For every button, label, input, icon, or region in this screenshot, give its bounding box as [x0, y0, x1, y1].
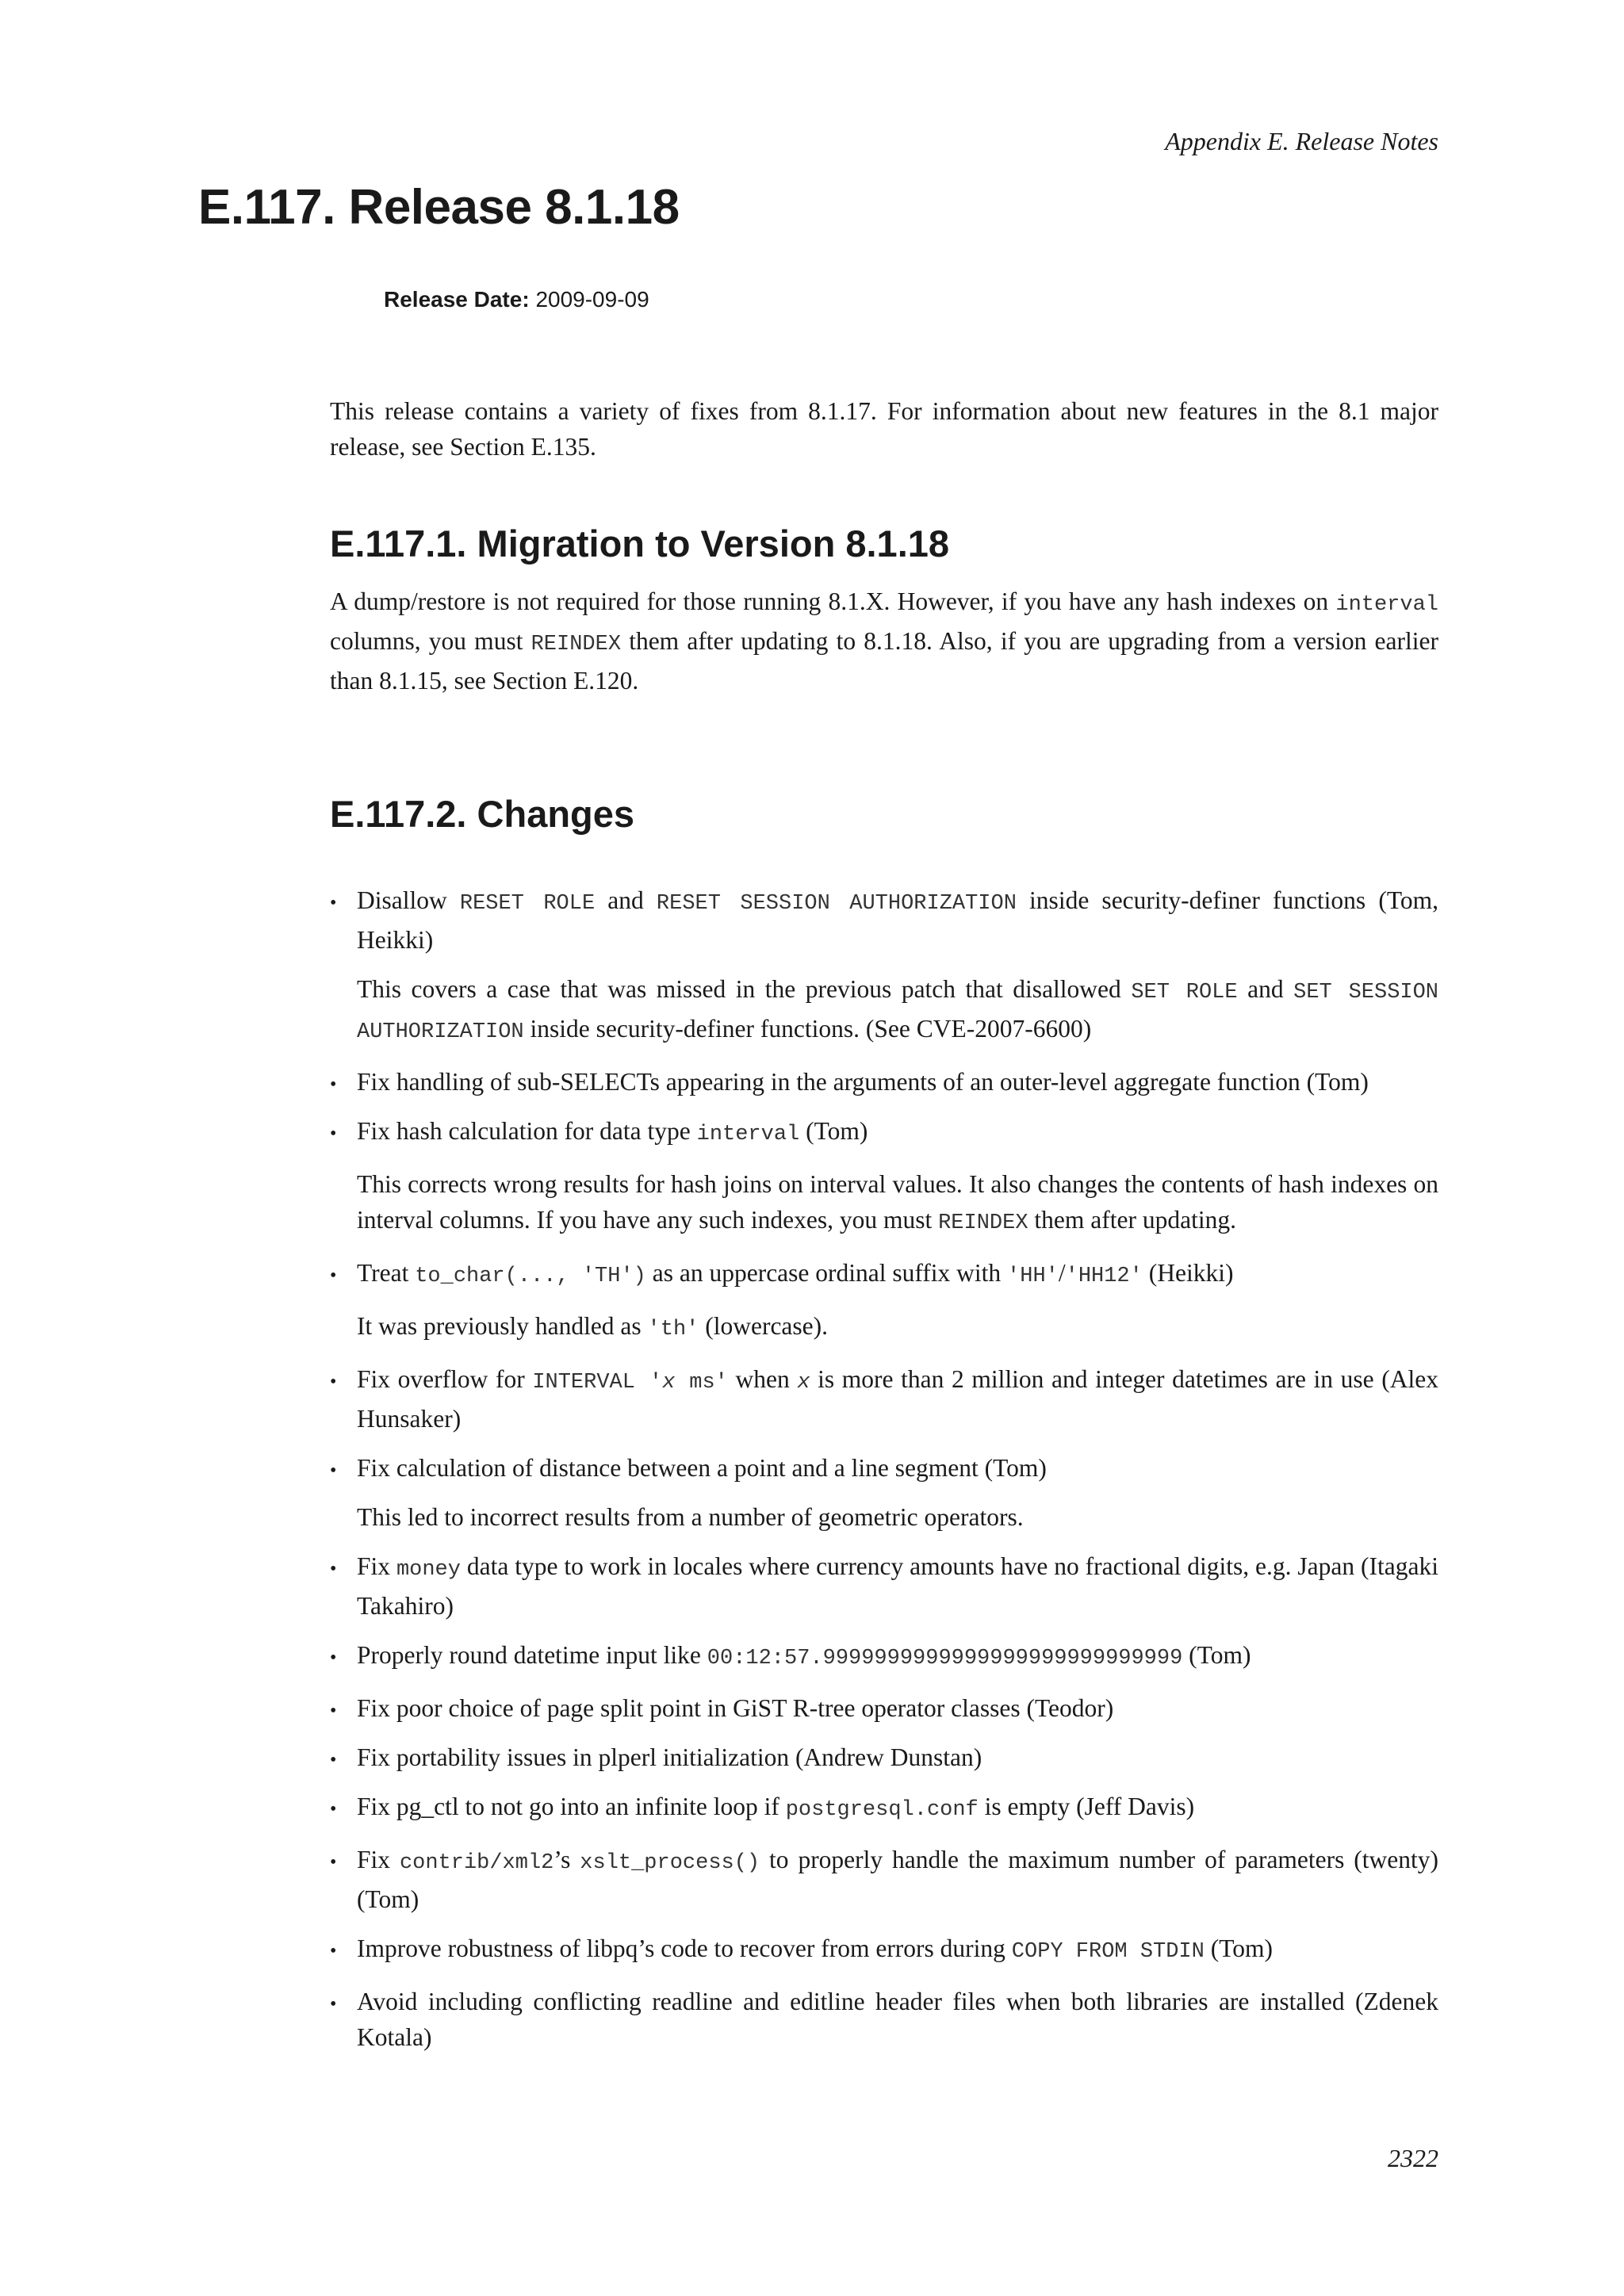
text-run: and [595, 886, 657, 914]
bullet-icon [330, 1255, 357, 1294]
text-run: Fix hash calculation for data type [357, 1117, 697, 1145]
bullet-icon [330, 1637, 357, 1676]
code-literal: 'HH12' [1065, 1265, 1143, 1288]
item-detail: This led to incorrect results from a number of geometric operators. [357, 1503, 1024, 1531]
code-literal: money [396, 1558, 461, 1582]
code-literal: SET SESSION AUTHORIZATION [357, 981, 1439, 1044]
bullet-icon [330, 1548, 357, 1587]
list-item [330, 1450, 1438, 1535]
text-run: data type to work in locales where currency amounts have no fractional digits, e.g. Japan (Itagaki Takahiro) [357, 1552, 1438, 1620]
list-item [330, 1113, 1438, 1242]
list-item [330, 1789, 1438, 1828]
text-run: (Heikki) [1142, 1259, 1234, 1287]
text-run: when [727, 1365, 798, 1393]
code-literal: SET ROLE [1131, 981, 1238, 1004]
code-literal: 00:12:57.9999999999999999999999999999 [707, 1647, 1183, 1670]
list-item [330, 1984, 1438, 2055]
code-literal: contrib/xml2 [399, 1851, 554, 1875]
code-literal: interval [1335, 593, 1438, 617]
text-run: / [1058, 1259, 1066, 1287]
bullet-icon [330, 1690, 357, 1729]
text-run: This covers a case that was missed in the previous patch that disallowed [357, 975, 1132, 1003]
list-item [330, 1255, 1438, 1348]
text-run: Fix overflow for [357, 1365, 533, 1393]
migration-paragraph [330, 584, 1438, 698]
code-literal: xslt_process() [580, 1851, 760, 1875]
text-run: ’s [553, 1846, 580, 1873]
release-date-label: Release Date: [384, 287, 530, 312]
main-content [330, 393, 1438, 2068]
text-run: A dump/restore is not required for those running 8.1.X. However, if you have any hash indexes on [330, 587, 1336, 615]
bullet-icon [330, 882, 357, 921]
text-run: to properly handle the maximum number of parameters (twenty) (Tom) [357, 1846, 1438, 1913]
text-run: This corrects wrong results for hash joins on interval values. It also changes the contents of hash indexes on interval columns. If you have any such indexes, you must [357, 1170, 1438, 1234]
bullet-icon [330, 1984, 357, 2022]
text-run: Fix pg_ctl to not go into an infinite loop if [357, 1793, 786, 1820]
text-run: them after updating. [1028, 1206, 1236, 1234]
code-literal: postgresql.conf [785, 1798, 979, 1822]
section-migration-title: E.117.1. Migration to Version 8.1.18 [330, 522, 950, 564]
section-changes-title: E.117.2. Changes [330, 793, 635, 835]
item-text: Fix handling of sub-SELECTs appearing in the arguments of an outer-level aggregate function (Tom) [357, 1068, 1369, 1096]
bullet-icon [330, 1931, 357, 1969]
list-item [330, 1931, 1438, 1970]
list-item [330, 1064, 1438, 1100]
item-text: Fix poor choice of page split point in GiST R-tree operator classes (Teodor) [357, 1694, 1114, 1722]
code-literal: RESET SESSION AUTHORIZATION [656, 892, 1017, 916]
chapter-title: E.117. Release 8.1.18 [198, 180, 680, 235]
code-part: ms' [675, 1371, 728, 1395]
item-text: Fix calculation of distance between a point and a line segment (Tom) [357, 1454, 1047, 1482]
bullet-icon [330, 1739, 357, 1778]
text-run: columns, you must [330, 627, 531, 655]
code-literal: REINDEX [938, 1211, 1028, 1235]
code-literal: RESET ROLE [459, 892, 596, 916]
item-text: Avoid including conflicting readline and editline header files when both libraries are installed (Zdenek Kotala) [357, 1988, 1438, 2051]
list-item [330, 1548, 1438, 1624]
code-literal [532, 1371, 728, 1395]
code-variable: x [662, 1371, 676, 1395]
text-run: (Tom) [1204, 1934, 1273, 1962]
item-text: Fix portability issues in plperl initialization (Andrew Dunstan) [357, 1743, 982, 1771]
bullet-icon [330, 1113, 357, 1152]
list-item [330, 1690, 1438, 1726]
list-item [330, 1739, 1438, 1775]
code-literal: 'th' [647, 1318, 699, 1341]
text-run: them after updating to 8.1.18. Also, if you are upgrading from a version earlier than 8.1.15, see Section E.120. [330, 627, 1438, 695]
text-run: inside security-definer functions. (See CVE-2007-6600) [523, 1015, 1092, 1043]
code-literal: REINDEX [530, 633, 622, 656]
text-run: (Tom) [1182, 1641, 1251, 1669]
bullet-icon [330, 1064, 357, 1103]
intro-paragraph: This release contains a variety of fixes from 8.1.17. For information about new features in the 8.1 major release, see Section E.135. [330, 397, 1438, 461]
text-run: (lowercase). [699, 1312, 829, 1340]
code-literal: interval [696, 1123, 800, 1146]
bullet-icon [330, 1450, 357, 1489]
text-run: is empty (Jeff Davis) [978, 1793, 1195, 1820]
list-item [330, 1637, 1438, 1677]
release-date [384, 287, 649, 312]
code-variable: x [797, 1371, 810, 1395]
text-run: and [1237, 975, 1294, 1003]
item-detail [357, 971, 1438, 1050]
bullet-icon [330, 1842, 357, 1881]
text-run: Improve robustness of libpq’s code to recover from errors during [357, 1934, 1012, 1962]
text-run: inside security-definer functions (Tom, Heikki) [357, 886, 1438, 954]
text-run: Disallow [357, 886, 460, 914]
item-detail [357, 1308, 1438, 1348]
code-literal: COPY FROM STDIN [1011, 1940, 1205, 1964]
text-run: It was previously handled as [357, 1312, 648, 1340]
release-date-value: 2009-09-09 [535, 287, 649, 312]
list-item [330, 1361, 1438, 1437]
changes-list [330, 882, 1438, 2055]
text-run: Properly round datetime input like [357, 1641, 707, 1669]
running-header: Appendix E. Release Notes [1165, 127, 1438, 155]
item-detail [357, 1166, 1438, 1242]
code-literal: 'HH' [1007, 1265, 1059, 1288]
code-part: INTERVAL ' [532, 1371, 663, 1395]
text-run: Treat [357, 1259, 416, 1287]
bullet-icon [330, 1361, 357, 1400]
code-literal: to_char(..., 'TH') [415, 1265, 646, 1288]
text-run: Fix [357, 1552, 396, 1580]
text-run: Fix [357, 1846, 400, 1873]
page-number: 2322 [1388, 2144, 1438, 2172]
text-run: as an uppercase ordinal suffix with [645, 1259, 1008, 1287]
text-run: (Tom) [799, 1117, 868, 1145]
list-item [330, 1842, 1438, 1917]
list-item [330, 882, 1438, 1050]
text-run: is more than 2 million and integer datetimes are in use (Alex Hunsaker) [357, 1365, 1439, 1433]
bullet-icon [330, 1789, 357, 1827]
